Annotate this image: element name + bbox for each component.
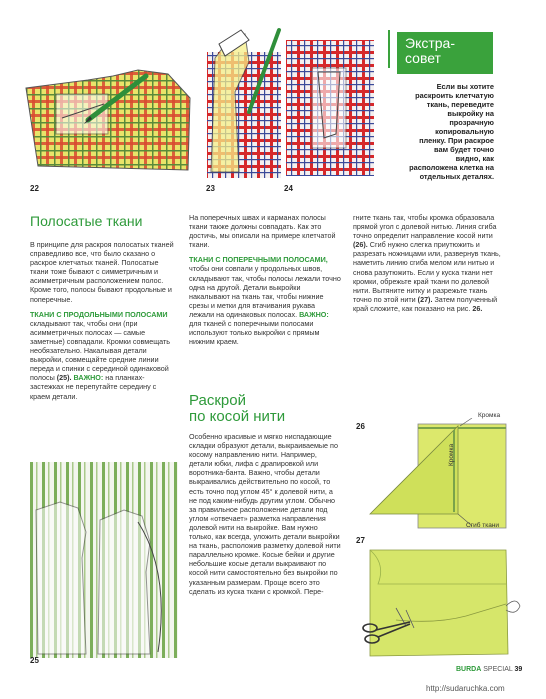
transverse-stripes-subheading: ТКАНИ С ПОПЕРЕЧНЫМИ ПОЛОСАМИ, — [189, 255, 328, 265]
bias-cut-heading — [189, 393, 285, 425]
footer-url: http://sudaruchka.com — [426, 684, 505, 693]
col3-p3: Затем полученный край сложите, как показано на рис. — [353, 294, 498, 313]
col2-p-top: На поперечных швах и карманах полосы ткани также должны совпадать. Как это достичь, мы описали на примере клетчатой ткани. — [189, 213, 336, 250]
figure-22-number: 22 — [30, 184, 39, 193]
bias-cut-heading-line1: Раскрой — [189, 392, 246, 409]
footer-brand — [456, 666, 522, 673]
figure-26-folded-fabric — [360, 418, 510, 534]
col1-note: на планках-застежках не перепутайте середину с краем детали. — [30, 373, 157, 401]
figure-24-number: 24 — [284, 184, 293, 193]
figure-27-cut-fabric — [356, 544, 526, 662]
figure-25-number: 25 — [30, 656, 39, 665]
sidebar-divider — [388, 30, 390, 68]
figure-23-number: 23 — [206, 184, 215, 193]
sidebar-title-line1: Экстра- — [405, 35, 455, 51]
longitudinal-stripes-subheading: ТКАНИ С ПРОДОЛЬНЫМИ ПОЛОСАМИ — [30, 309, 168, 319]
col2-note: для тканей с поперечными полосами используют только выкройки с прямым нижним краем. — [189, 319, 320, 347]
col1-intro: В принципе для раскроя полосатых тканей справедливо все, что было сказано о раскрое клетчатых тканей. Полосатые ткани тоже бывают с симметричным и асимметричным расположением полос. Кроме того, полосы бывают продольные и поперечные. — [30, 240, 174, 304]
label-sgib: Сгиб ткани — [466, 522, 500, 529]
label-kromka: Кромка — [478, 412, 501, 419]
sidebar-title-line2: совет — [405, 50, 441, 66]
figure-22-plaid-pattern — [18, 58, 198, 176]
bias-cut-heading-line2: по косой нити — [189, 408, 286, 425]
striped-fabrics-heading: Полосатые ткани — [30, 213, 143, 229]
ref-26b: 26. — [472, 303, 483, 313]
sidebar-text: Если вы хотите раскроить клетчатую ткань, переведите выкройку на прозрачную копировальную пленку. При раскрое вам будет точно видно, как расположена клетка на отдельных деталях. — [409, 82, 494, 181]
col1-text — [30, 240, 178, 401]
footer-brand-name: BURDA — [456, 666, 482, 673]
col2-p2: чтобы они совпали у продольных швов, складывают так, чтобы полосы лежали точно одна на другой. Детали выкройки накалывают на ткань так, чтобы нижние срезы и метки для втачивания рукава лежали на одинаковых полосах. — [189, 264, 341, 319]
footer-special: SPECIAL — [483, 666, 513, 673]
figure-23-plaid-pattern — [205, 22, 283, 180]
col1-p1: складывают так, чтобы они (при асимметричных полосах — самые заметные) совпадали. Кромки совмещать необязательно. Накалывая детали выкройки, совмещайте средние линии переда и спинки с серединой одинаковой полосы — [30, 318, 170, 383]
footer-page-number: 39 — [514, 666, 523, 673]
col3-p1: гните ткань так, чтобы кромка образовала прямой угол с долевой нитью. Линия сгиба точно определит направление косой нити — [353, 213, 497, 241]
col2-p3: Особенно красивые и мягко ниспадающие складки образуют детали, выкраиваемые по косому направлению нити. Например, детали юбки, лифа с драпировкой или воротника-банта. Важно, чтобы детали выкраивались действительно по косой, то есть точно под углом 45° к долевой нити, а не под каким-нибудь другим углом. Обычно за правильное расположение детали под углом «отвечает» разметка направления долевой нити на выкройке. Вам нужно только, как всегда, уложить детали выкройки на ткань, расположив разметку долевой нити параллельно кромке. Косые бейки и другие небольшие косые детали выкраивают по косой нити самостоятельно без выкройки по указанным размерам. Проще всего это сделать из куска ткани с кромкой. Пере- — [189, 432, 341, 596]
ref-27: (27). — [417, 294, 433, 304]
figure-24-plaid-pattern — [284, 38, 376, 178]
col3-p2: Сгиб нужно слегка приутюжить и разрезать ножницами или, развернув ткань, наметить линию сгиба мелом или нитью и снова разутюжить. Если у куска ткани нет кромки, обрежьте край ткани по долевой нити. Вытяните нитку и разрежьте ткань точно по этой нити — [353, 240, 501, 304]
col2-top-text — [189, 213, 341, 346]
col1-note-label: ВАЖНО: — [73, 373, 104, 383]
label-kromka-vertical: Кромка — [448, 443, 455, 466]
sidebar-title — [397, 32, 493, 74]
figure-27-number: 27 — [356, 536, 365, 545]
figure-25-striped-pattern — [30, 462, 178, 658]
figure-26-number: 26 — [356, 422, 365, 431]
col3-text — [353, 213, 501, 313]
ref-26: (26). — [353, 240, 368, 250]
col2-note-label: ВАЖНО: — [299, 309, 329, 319]
ref-25: (25). — [56, 373, 72, 383]
